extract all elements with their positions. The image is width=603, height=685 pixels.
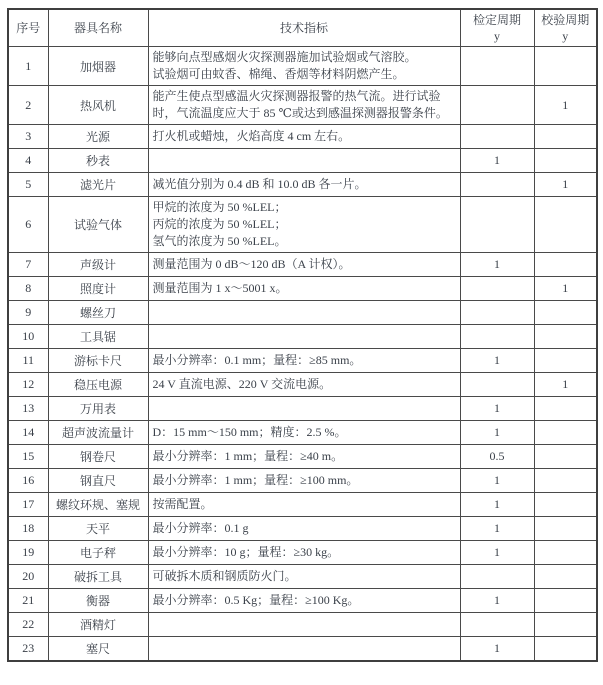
cell-equipment-name: 天平 <box>48 517 148 541</box>
table-row <box>8 349 597 373</box>
equipment-table-body <box>8 47 597 661</box>
cell-serial-number: 16 <box>8 469 48 493</box>
equipment-table-header <box>8 9 597 47</box>
cell-calibrate-cycle <box>534 421 597 445</box>
cell-verify-cycle: 1 <box>460 349 534 373</box>
table-row <box>8 149 597 173</box>
header-label-name: 器具名称 <box>73 21 122 35</box>
cell-verify-cycle: 0.5 <box>460 445 534 469</box>
spec-line: 打火机或蜡烛，火焰高度 4 cm 左右。 <box>152 129 351 143</box>
spec-line: 氢气的浓度为 50 %LEL。 <box>152 234 287 248</box>
cell-technical-spec <box>148 445 460 469</box>
cell-serial-number: 20 <box>8 565 48 589</box>
cell-serial-number: 11 <box>8 349 48 373</box>
cell-serial-number: 5 <box>8 173 48 197</box>
cell-equipment-name: 酒精灯 <box>48 613 148 637</box>
header-label-spec: 技术指标 <box>279 21 328 35</box>
cell-technical-spec <box>148 493 460 517</box>
cell-verify-cycle <box>460 197 534 253</box>
cell-calibrate-cycle <box>534 197 597 253</box>
spec-line: 能产生使点型感温火灾探测器报警的热气流。进行试验时，气流温度应大于 85 ℃或达到感温探测器报警条件。 <box>152 89 448 120</box>
cell-verify-cycle: 1 <box>460 397 534 421</box>
cell-calibrate-cycle <box>534 253 597 277</box>
spec-line: D：15 mm～150 mm；精度：2.5 %。 <box>152 425 347 439</box>
cell-serial-number: 7 <box>8 253 48 277</box>
table-row <box>8 125 597 149</box>
cell-equipment-name: 游标卡尺 <box>48 349 148 373</box>
header-label-verify-cycle: 检定周期 <box>472 13 521 27</box>
cell-serial-number: 9 <box>8 301 48 325</box>
cell-equipment-name: 钢直尺 <box>48 469 148 493</box>
cell-equipment-name: 钢卷尺 <box>48 445 148 469</box>
cell-serial-number: 12 <box>8 373 48 397</box>
cell-technical-spec <box>148 86 460 125</box>
cell-technical-spec <box>148 613 460 637</box>
cell-verify-cycle: 1 <box>460 469 534 493</box>
cell-equipment-name: 秒表 <box>48 149 148 173</box>
cell-serial-number: 22 <box>8 613 48 637</box>
cell-verify-cycle: 1 <box>460 149 534 173</box>
cell-technical-spec <box>148 349 460 373</box>
table-row <box>8 47 597 86</box>
table-row <box>8 301 597 325</box>
spec-line: 试验烟可由蚊香、棉绳、香烟等材料阴燃产生。 <box>152 67 405 81</box>
cell-technical-spec <box>148 253 460 277</box>
cell-calibrate-cycle <box>534 493 597 517</box>
table-row <box>8 325 597 349</box>
spec-line: 最小分辨率：0.1 g <box>152 521 249 535</box>
cell-calibrate-cycle <box>534 469 597 493</box>
spec-line: 按需配置。 <box>152 497 213 511</box>
cell-calibrate-cycle <box>534 125 597 149</box>
cell-technical-spec <box>148 469 460 493</box>
spec-line: 测量范围为 1 x～5001 x。 <box>152 281 288 295</box>
cell-technical-spec <box>148 397 460 421</box>
spec-line: 最小分辨率：1 mm；量程：≥100 mm。 <box>152 473 359 487</box>
cell-technical-spec <box>148 325 460 349</box>
cell-calibrate-cycle <box>534 517 597 541</box>
table-row <box>8 445 597 469</box>
cell-serial-number: 17 <box>8 493 48 517</box>
cell-verify-cycle <box>460 125 534 149</box>
cell-equipment-name: 万用表 <box>48 397 148 421</box>
spec-line: 减光值分别为 0.4 dB 和 10.0 dB 各一片。 <box>152 177 367 191</box>
spec-line: 可破拆木质和钢质防火门。 <box>152 569 297 583</box>
cell-equipment-name: 螺纹环规、塞规 <box>48 493 148 517</box>
header-cell-verify-cycle <box>460 9 534 47</box>
table-row <box>8 637 597 661</box>
spec-line: 能够向点型感烟火灾探测器施加试验烟或气溶胶。 <box>152 50 417 64</box>
cell-calibrate-cycle: 1 <box>534 173 597 197</box>
cell-verify-cycle <box>460 565 534 589</box>
cell-equipment-name: 滤光片 <box>48 173 148 197</box>
cell-technical-spec <box>148 373 460 397</box>
cell-serial-number: 3 <box>8 125 48 149</box>
spec-line: 甲烷的浓度为 50 %LEL； <box>152 200 287 214</box>
cell-calibrate-cycle <box>534 349 597 373</box>
header-row <box>8 9 597 47</box>
table-row <box>8 469 597 493</box>
cell-equipment-name: 超声波流量计 <box>48 421 148 445</box>
cell-calibrate-cycle <box>534 445 597 469</box>
cell-equipment-name: 塞尺 <box>48 637 148 661</box>
cell-verify-cycle <box>460 373 534 397</box>
table-row <box>8 373 597 397</box>
cell-serial-number: 18 <box>8 517 48 541</box>
table-row <box>8 197 597 253</box>
cell-equipment-name: 衡器 <box>48 589 148 613</box>
cell-calibrate-cycle <box>534 47 597 86</box>
cell-verify-cycle <box>460 47 534 86</box>
cell-calibrate-cycle <box>534 149 597 173</box>
cell-serial-number: 6 <box>8 197 48 253</box>
spec-line: 24 V 直流电源、220 V 交流电源。 <box>152 377 332 391</box>
cell-equipment-name: 热风机 <box>48 86 148 125</box>
cell-calibrate-cycle: 1 <box>534 86 597 125</box>
header-cell-calibrate-cycle <box>534 9 597 47</box>
cell-equipment-name: 声级计 <box>48 253 148 277</box>
cell-verify-cycle <box>460 301 534 325</box>
table-row <box>8 253 597 277</box>
cell-verify-cycle: 1 <box>460 517 534 541</box>
cell-verify-cycle: 1 <box>460 589 534 613</box>
cell-equipment-name: 电子秤 <box>48 541 148 565</box>
cell-calibrate-cycle <box>534 589 597 613</box>
spec-line: 最小分辨率：0.1 mm；量程：≥85 mm。 <box>152 353 362 367</box>
cell-serial-number: 8 <box>8 277 48 301</box>
cell-calibrate-cycle <box>534 397 597 421</box>
cell-serial-number: 2 <box>8 86 48 125</box>
cell-verify-cycle <box>460 325 534 349</box>
cell-technical-spec <box>148 197 460 253</box>
spec-line: 丙烷的浓度为 50 %LEL； <box>152 217 287 231</box>
spec-line: 最小分辨率：10 g；量程：≥30 kg。 <box>152 545 340 559</box>
header-unit-calibrate-cycle: y <box>562 29 569 43</box>
table-row <box>8 421 597 445</box>
table-row <box>8 397 597 421</box>
cell-equipment-name: 加烟器 <box>48 47 148 86</box>
cell-verify-cycle: 1 <box>460 541 534 565</box>
cell-technical-spec <box>148 277 460 301</box>
cell-calibrate-cycle <box>534 565 597 589</box>
cell-technical-spec <box>148 517 460 541</box>
cell-verify-cycle <box>460 86 534 125</box>
table-row <box>8 565 597 589</box>
cell-technical-spec <box>148 301 460 325</box>
cell-technical-spec <box>148 47 460 86</box>
spec-line: 测量范围为 0 dB～120 dB（A 计权）。 <box>152 257 351 271</box>
cell-equipment-name: 螺丝刀 <box>48 301 148 325</box>
cell-equipment-name: 试验气体 <box>48 197 148 253</box>
cell-calibrate-cycle <box>534 637 597 661</box>
table-row <box>8 517 597 541</box>
cell-serial-number: 13 <box>8 397 48 421</box>
cell-serial-number: 19 <box>8 541 48 565</box>
cell-verify-cycle: 1 <box>460 253 534 277</box>
cell-equipment-name: 照度计 <box>48 277 148 301</box>
cell-equipment-name: 稳压电源 <box>48 373 148 397</box>
header-unit-verify-cycle: y <box>494 29 500 43</box>
header-label-calibrate-cycle: 校验周期 <box>541 13 590 27</box>
cell-serial-number: 15 <box>8 445 48 469</box>
spec-line: 最小分辨率：0.5 Kg；量程：≥100 Kg。 <box>152 593 360 607</box>
cell-serial-number: 14 <box>8 421 48 445</box>
cell-verify-cycle <box>460 613 534 637</box>
cell-calibrate-cycle <box>534 301 597 325</box>
cell-equipment-name: 工具锯 <box>48 325 148 349</box>
table-row <box>8 277 597 301</box>
cell-calibrate-cycle <box>534 613 597 637</box>
cell-calibrate-cycle: 1 <box>534 277 597 301</box>
cell-verify-cycle <box>460 277 534 301</box>
cell-technical-spec <box>148 541 460 565</box>
cell-technical-spec <box>148 589 460 613</box>
cell-equipment-name: 光源 <box>48 125 148 149</box>
cell-equipment-name: 破拆工具 <box>48 565 148 589</box>
cell-technical-spec <box>148 149 460 173</box>
table-row <box>8 86 597 125</box>
table-row <box>8 493 597 517</box>
cell-technical-spec <box>148 125 460 149</box>
cell-verify-cycle: 1 <box>460 421 534 445</box>
cell-technical-spec <box>148 565 460 589</box>
cell-technical-spec <box>148 173 460 197</box>
cell-calibrate-cycle: 1 <box>534 373 597 397</box>
header-label-no: 序号 <box>16 21 41 35</box>
cell-serial-number: 10 <box>8 325 48 349</box>
table-row <box>8 541 597 565</box>
equipment-table <box>7 8 598 662</box>
cell-serial-number: 4 <box>8 149 48 173</box>
cell-technical-spec <box>148 637 460 661</box>
cell-calibrate-cycle <box>534 541 597 565</box>
cell-serial-number: 21 <box>8 589 48 613</box>
table-row <box>8 173 597 197</box>
cell-verify-cycle: 1 <box>460 637 534 661</box>
cell-verify-cycle: 1 <box>460 493 534 517</box>
header-cell-spec <box>148 9 460 47</box>
cell-technical-spec <box>148 421 460 445</box>
cell-serial-number: 23 <box>8 637 48 661</box>
spec-line: 最小分辨率：1 mm；量程：≥40 m。 <box>152 449 344 463</box>
cell-verify-cycle <box>460 173 534 197</box>
cell-calibrate-cycle <box>534 325 597 349</box>
table-row <box>8 589 597 613</box>
table-row <box>8 613 597 637</box>
cell-serial-number: 1 <box>8 47 48 86</box>
header-cell-name <box>48 9 148 47</box>
header-cell-no <box>8 9 48 47</box>
